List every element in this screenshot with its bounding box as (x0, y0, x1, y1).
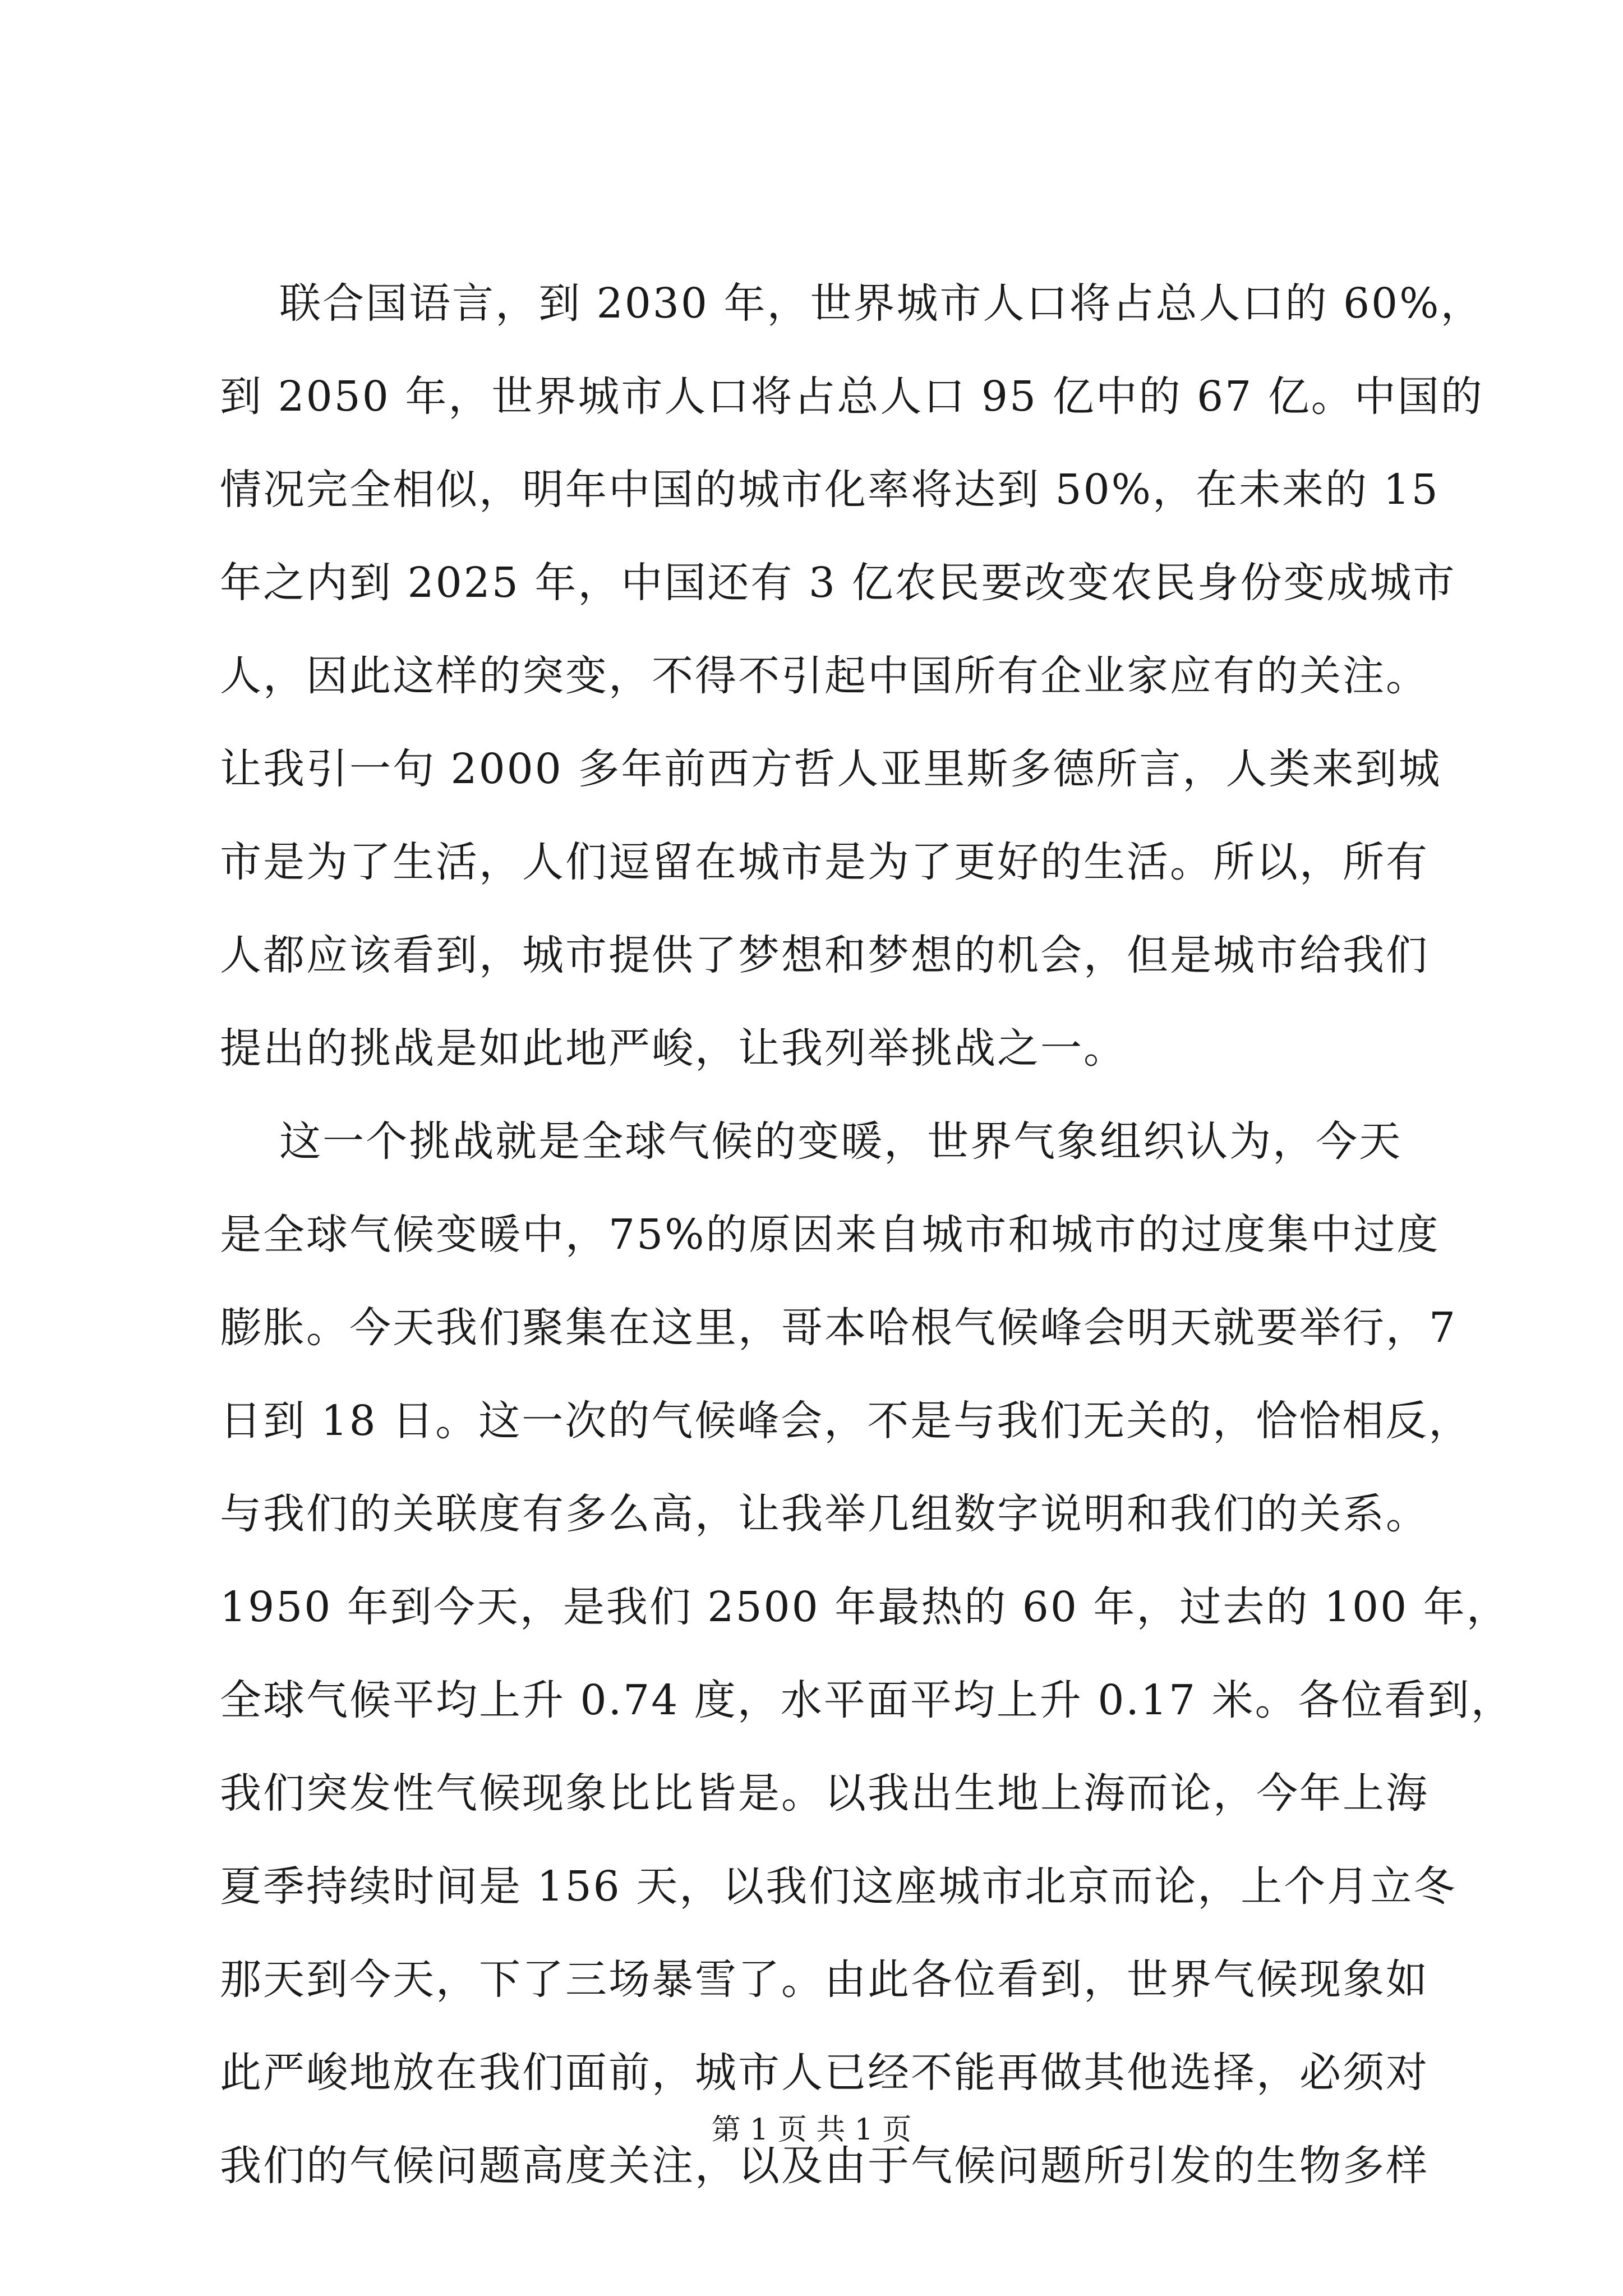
text-line: 人，因此这样的突变，不得不引起中国所有企业家应有的关注。 (220, 652, 1429, 700)
text-line: 全球气候平均上升 0.74 度，水平面平均上升 0.17 米。各位看到， (220, 1676, 1514, 1724)
text-line: 年之内到 2025 年，中国还有 3 亿农民要改变农民身份变成城市 (220, 559, 1456, 607)
body-text (220, 257, 1514, 2212)
text-line: 这一个挑战就是全球气候的变暖，世界气象组织认为，今天 (220, 1117, 1403, 1166)
text-line: 人都应该看到，城市提供了梦想和梦想的机会，但是城市给我们 (220, 931, 1429, 979)
text-line: 夏季持续时间是 156 天，以我们这座城市北京而论，上个月立冬 (220, 1862, 1457, 1911)
text-line: 膨胀。今天我们聚集在这里，哥本哈根气候峰会明天就要举行，7 (220, 1304, 1458, 1352)
page-footer (0, 2110, 1623, 2150)
text-line: 日到 18 日。这一次的气候峰会，不是与我们无关的，恰恰相反， (220, 1397, 1472, 1445)
text-line: 与我们的关联度有多么高，让我举几组数字说明和我们的关系。 (220, 1490, 1429, 1538)
page-number-label: 第 1 页 共 1 页 (711, 2113, 912, 2147)
text-line: 让我引一句 2000 多年前西方哲人亚里斯多德所言，人类来到城 (220, 745, 1442, 793)
text-line: 那天到今天，下了三场暴雪了。由此各位看到，世界气候现象如 (220, 1955, 1429, 2004)
text-line: 提出的挑战是如此地严峻，让我列举挑战之一。 (220, 1024, 1127, 1073)
text-line: 此严峻地放在我们面前，城市人已经不能再做其他选择，必须对 (220, 2049, 1429, 2097)
text-line: 情况完全相似，明年中国的城市化率将达到 50%，在未来的 15 (220, 466, 1440, 514)
text-line: 市是为了生活，人们逗留在城市是为了更好的生活。所以，所有 (220, 838, 1429, 886)
text-line: 联合国语言，到 2030 年，世界城市人口将占总人口的 60%， (220, 279, 1484, 328)
text-line: 是全球气候变暖中，75%的原因来自城市和城市的过度集中过度 (220, 1211, 1440, 1259)
text-line: 我们的气候问题高度关注，以及由于气候问题所引发的生物多样 (220, 2142, 1429, 2190)
text-line: 1950 年到今天，是我们 2500 年最热的 60 年，过去的 100 年， (220, 1583, 1510, 1631)
text-line: 我们突发性气候现象比比皆是。以我出生地上海而论，今年上海 (220, 1769, 1429, 1818)
text-line: 到 2050 年，世界城市人口将占总人口 95 亿中的 67 亿。中国的 (220, 372, 1484, 421)
